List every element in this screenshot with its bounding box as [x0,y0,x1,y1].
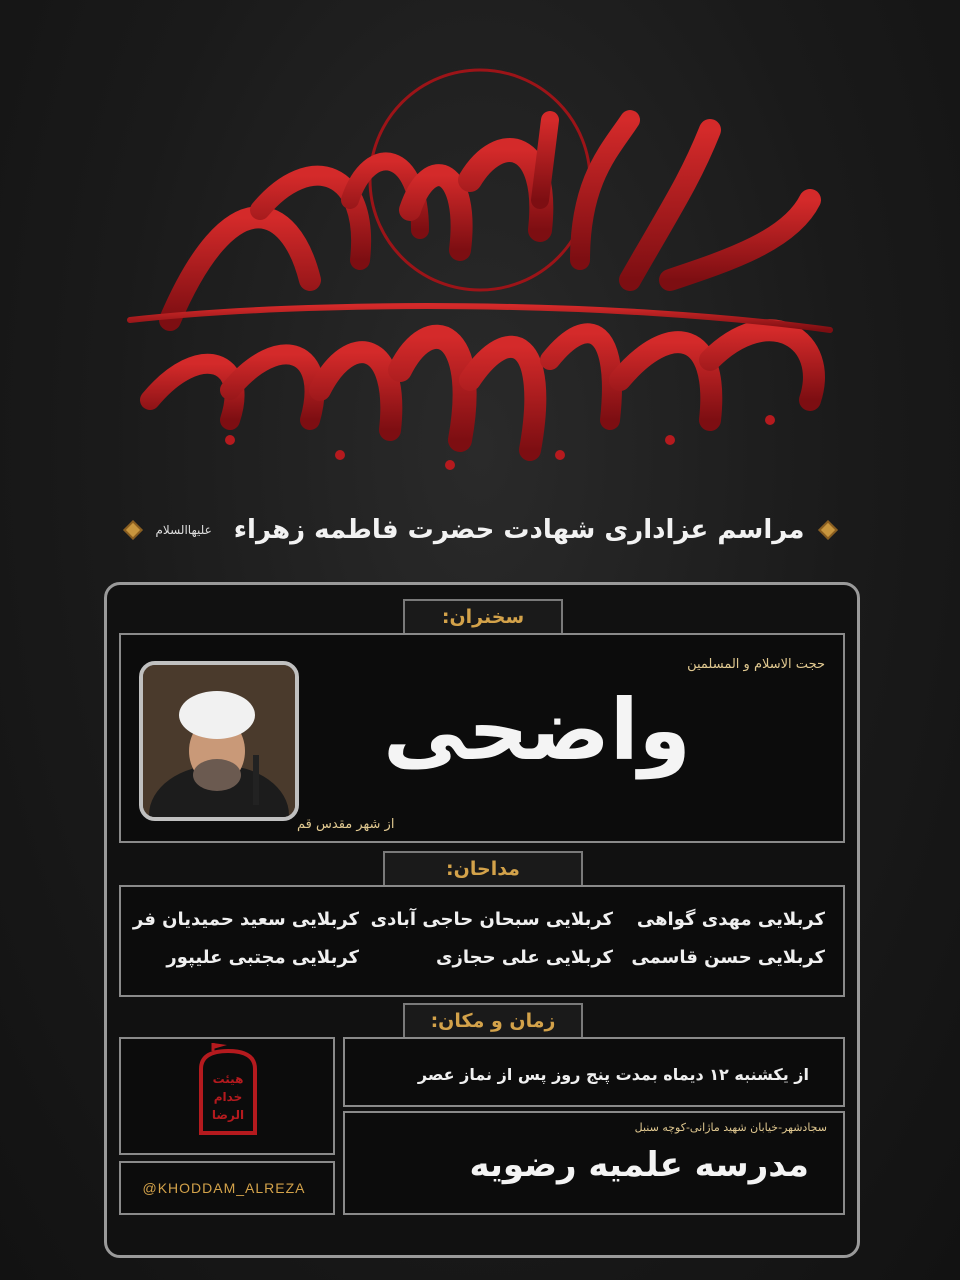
maddah-name-5: کربلایی علی حجازی [435,947,613,968]
maddah-name-4: کربلایی حسن قاسمی [631,947,825,968]
organizer-logo-icon [193,1043,263,1139]
diamond-ornament-icon [818,520,838,540]
maddah-name-2: کربلایی سبحان حاجی آبادی [370,909,613,930]
speaker-portrait-icon [143,665,295,817]
maddah-name-1: کربلایی مهدی گواهی [636,909,825,930]
time-place-label: زمان و مکان: [403,1003,583,1037]
event-time: از یکشنبه ۱۲ دیماه بمدت پنج روز پس از نماز عصر [417,1065,809,1084]
svg-text:هیئت: هیئت [212,1072,244,1086]
venue-name: مدرسه علمیه رضویه [469,1145,809,1185]
svg-text:الرضا: الرضا [211,1108,245,1122]
calligraphy-artwork [110,60,850,500]
svg-text:خدام: خدام [213,1090,243,1104]
maddah-name-6: کربلایی مجتبی علیپور [166,947,359,968]
instagram-handle[interactable]: @KHODDAM_ALREZA [142,1180,306,1196]
info-card [104,582,860,1258]
speaker-title: حجت الاسلام و المسلمین [687,657,825,672]
maddah-name-3: کربلایی سعید حمیدیان فر [132,909,359,930]
honorific: علیهاالسلام [155,523,212,537]
venue-address: سجادشهر-خیابان شهید ماژانی-کوچه سنبل [634,1121,827,1134]
event-title-row [0,508,960,552]
diamond-ornament-icon [123,520,143,540]
speaker-city: از شهر مقدس قم [297,817,395,832]
event-title: مراسم عزاداری شهادت حضرت فاطمه زهراء [233,515,805,545]
speakers-label: سخنران: [403,599,563,633]
speaker-photo [139,661,299,821]
maddahan-box [119,885,845,997]
speaker-name: واضحی [383,681,691,779]
maddahan-label: مداحان: [383,851,583,885]
